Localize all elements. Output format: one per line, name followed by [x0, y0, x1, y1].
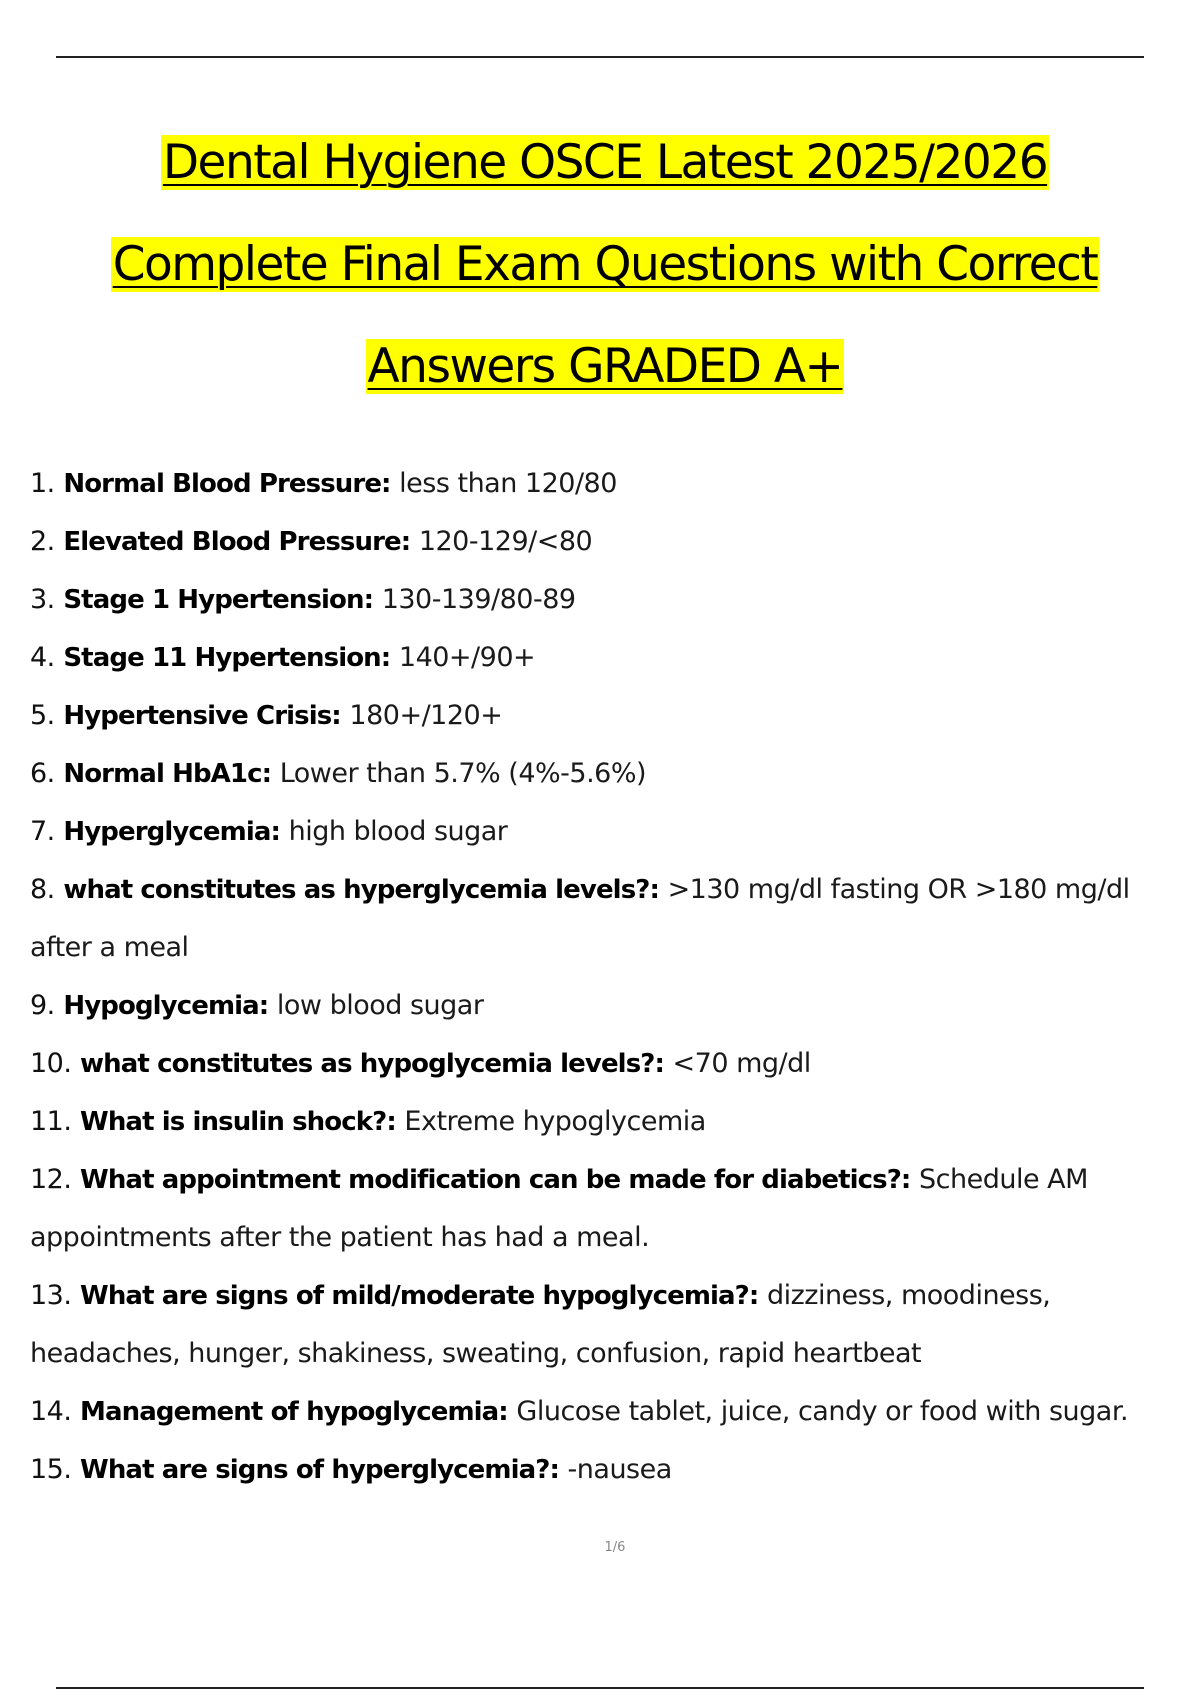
page-number: 1/6 [604, 1540, 626, 1555]
item-question: Normal HbA1c: [63, 759, 272, 789]
item-answer: <70 mg/dl [672, 1048, 811, 1079]
qa-item-12 [30, 1151, 1170, 1267]
item-answer: Lower than 5.7% (4%-5.6%) [279, 758, 647, 789]
item-question: Hypertensive Crisis: [63, 701, 341, 731]
item-answer: >130 mg/dl fasting OR >180 mg/dl after a meal [30, 874, 1130, 963]
item-answer: 140+/90+ [398, 642, 536, 673]
qa-item-5 [30, 687, 1170, 745]
title-line-2 [40, 214, 1170, 316]
qa-item-11 [30, 1093, 1170, 1151]
item-answer: 130-139/80-89 [381, 584, 576, 615]
item-question: what constitutes as hypoglycemia levels?: [80, 1049, 664, 1079]
title-text-1: Dental Hygiene OSCE Latest 2025/2026 [162, 135, 1048, 190]
item-answer: low blood sugar [276, 990, 484, 1021]
item-number: 12. [30, 1164, 72, 1195]
title-text-3: Answers GRADED A+ [367, 339, 843, 394]
item-number: 9. [30, 990, 55, 1021]
item-number: 15. [30, 1454, 72, 1485]
qa-item-9 [30, 977, 1170, 1035]
qa-item-15 [30, 1441, 1170, 1499]
item-number: 13. [30, 1280, 72, 1311]
item-question: Hyperglycemia: [63, 817, 280, 847]
bottom-divider [56, 1687, 1144, 1689]
item-question: Management of hypoglycemia: [80, 1397, 508, 1427]
qa-item-3 [30, 571, 1170, 629]
item-question: Elevated Blood Pressure: [63, 527, 411, 557]
item-answer: 120-129/<80 [418, 526, 593, 557]
item-number: 7. [30, 816, 55, 847]
item-question: What are signs of hyperglycemia?: [80, 1455, 559, 1485]
item-question: Stage 1 Hypertension: [63, 585, 374, 615]
item-number: 4. [30, 642, 55, 673]
item-answer: Extreme hypoglycemia [404, 1106, 706, 1137]
item-number: 2. [30, 526, 55, 557]
qa-item-14 [30, 1383, 1170, 1441]
qa-item-13 [30, 1267, 1170, 1383]
item-number: 14. [30, 1396, 72, 1427]
item-question: Hypoglycemia: [63, 991, 269, 1021]
top-divider [56, 56, 1144, 58]
qa-item-8 [30, 861, 1170, 977]
title-text-2: Complete Final Exam Questions with Correct [112, 237, 1098, 292]
qa-item-2 [30, 513, 1170, 571]
item-answer: less than 120/80 [399, 468, 617, 499]
item-answer: -nausea [567, 1454, 672, 1485]
qa-item-7 [30, 803, 1170, 861]
item-number: 11. [30, 1106, 72, 1137]
item-question: what constitutes as hyperglycemia levels?: [63, 875, 659, 905]
qa-item-10 [30, 1035, 1170, 1093]
qa-item-1 [30, 455, 1170, 513]
item-answer: dizziness, moodiness, headaches, hunger, shakiness, sweating, confusion, rapid heartbeat [30, 1280, 1051, 1369]
item-question: What are signs of mild/moderate hypoglycemia?: [80, 1281, 759, 1311]
title-line-1 [40, 112, 1170, 214]
title-line-3 [40, 316, 1170, 418]
item-number: 8. [30, 874, 55, 905]
item-number: 6. [30, 758, 55, 789]
document-title [40, 112, 1170, 418]
item-number: 3. [30, 584, 55, 615]
question-answer-list [30, 455, 1170, 1499]
item-question: Normal Blood Pressure: [63, 469, 391, 499]
item-answer: Glucose tablet, juice, candy or food with sugar. [516, 1396, 1129, 1427]
item-question: What appointment modification can be made for diabetics?: [80, 1165, 911, 1195]
item-answer: high blood sugar [288, 816, 508, 847]
qa-item-4 [30, 629, 1170, 687]
qa-item-6 [30, 745, 1170, 803]
item-question: Stage 11 Hypertension: [63, 643, 391, 673]
item-number: 10. [30, 1048, 72, 1079]
item-question: What is insulin shock?: [80, 1107, 396, 1137]
item-number: 5. [30, 700, 55, 731]
item-number: 1. [30, 468, 55, 499]
item-answer: 180+/120+ [349, 700, 503, 731]
item-answer: Schedule AM appointments after the patient has had a meal. [30, 1164, 1088, 1253]
